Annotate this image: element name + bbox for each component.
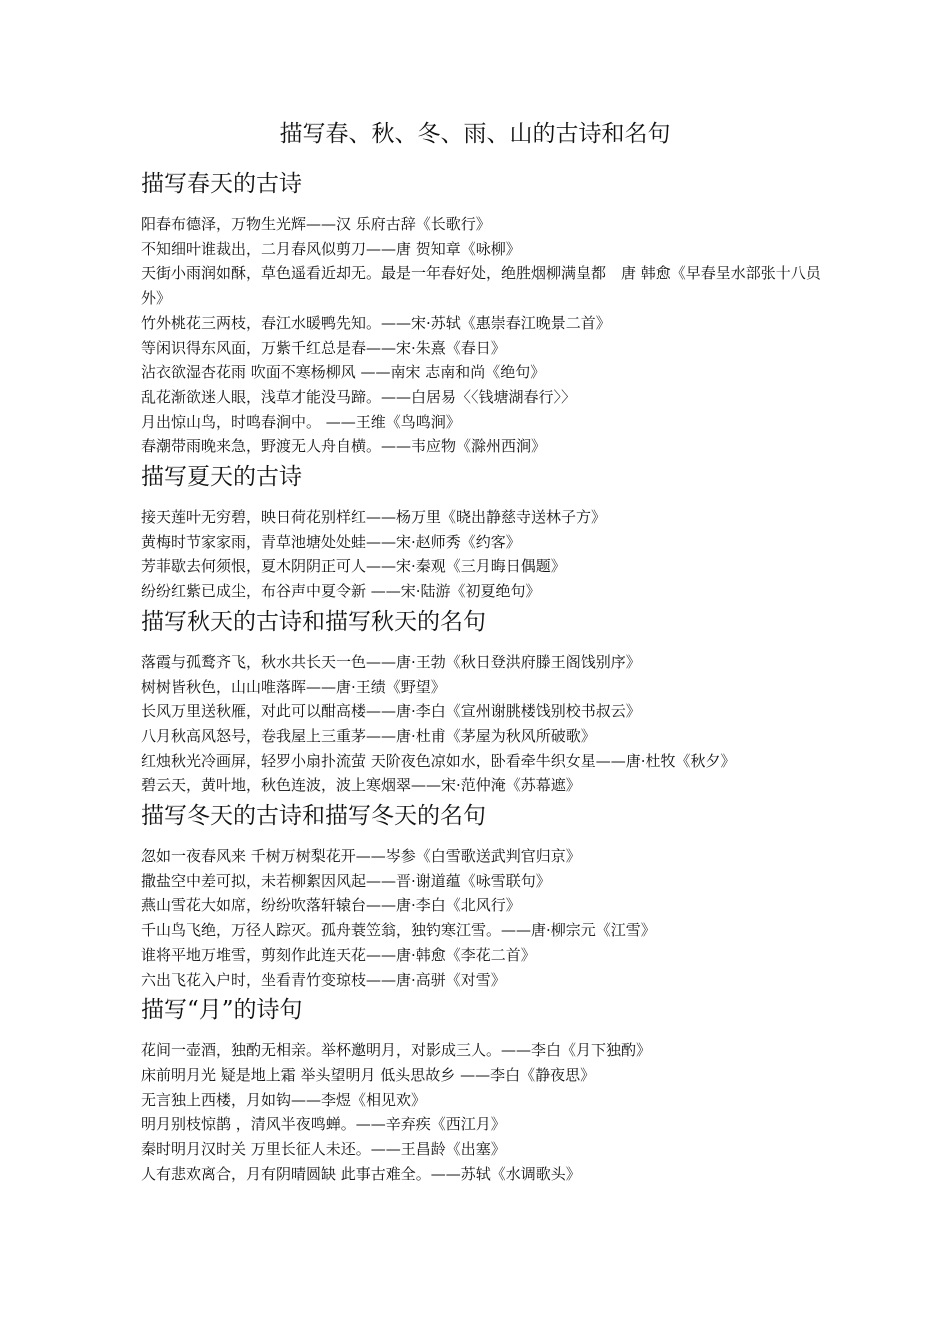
poem-line: 沾衣欲湿杏花雨 吹面不寒杨柳风 ——南宋 志南和尚《绝句》	[141, 363, 546, 382]
poem-line: 六出飞花入户时，坐看青竹变琼枝——唐·高骈《对雪》	[141, 970, 506, 989]
poem-line: 八月秋高风怒号，卷我屋上三重茅——唐·杜甫《茅屋为秋风所破歌》	[141, 726, 596, 745]
poem-list	[141, 212, 831, 459]
poem-line: 人有悲欢离合，月有阴晴圆缺 此事古难全。——苏轼《水调歌头》	[141, 1164, 581, 1183]
poem-line: 谁将平地万堆雪，剪刻作此连天花——唐·韩愈《李花二首》	[141, 945, 536, 964]
poem-line: 天街小雨润如酥，草色遥看近却无。最是一年春好处，绝胜烟柳满皇都 唐 韩愈《早春呈水部张十八员外》	[141, 264, 821, 308]
poem-line: 床前明月光 疑是地上霜 举头望明月 低头思故乡 ——李白《静夜思》	[141, 1065, 596, 1084]
poem-line: 落霞与孤鹜齐飞，秋水共长天一色——唐·王勃《秋日登洪府滕王阁饯别序》	[141, 652, 641, 671]
poem-list	[141, 505, 831, 604]
poem-list	[141, 650, 831, 798]
poem-list	[141, 1038, 831, 1186]
section-spring	[141, 168, 831, 459]
poem-line: 忽如一夜春风来 千树万树梨花开——岑参《白雪歌送武判官归京》	[141, 847, 581, 866]
section-heading: 描写“月”的诗句	[141, 997, 303, 1024]
poem-line: 月出惊山鸟，时鸣春涧中。 ——王维《鸟鸣涧》	[141, 412, 461, 431]
poem-line: 黄梅时节家家雨，青草池塘处处蛙——宋·赵师秀《约客》	[141, 532, 521, 551]
section-heading: 描写冬天的古诗和描写冬天的名句	[141, 803, 486, 830]
poem-line: 红烛秋光冷画屏，轻罗小扇扑流萤 天阶夜色凉如水，卧看牵牛织女星——唐·杜牧《秋夕》	[141, 751, 736, 770]
section-winter	[141, 800, 831, 992]
poem-line: 树树皆秋色，山山唯落晖——唐·王绩《野望》	[141, 677, 446, 696]
poem-line: 长风万里送秋雁，对此可以酣高楼——唐·李白《宣州谢朓楼饯别校书叔云》	[141, 702, 641, 721]
section-heading: 描写秋天的古诗和描写秋天的名句	[141, 608, 486, 635]
document-body	[141, 168, 831, 1189]
section-heading: 描写夏天的古诗	[141, 464, 302, 491]
poem-line: 纷纷红紫已成尘，布谷声中夏令新 ——宋·陆游《初夏绝句》	[141, 582, 541, 601]
section-moon	[141, 994, 831, 1186]
poem-line: 芳菲歇去何须恨，夏木阴阴正可人——宋·秦观《三月晦日偶题》	[141, 557, 566, 576]
section-summer	[141, 461, 831, 604]
document-title: 描写春、秋、冬、雨、山的古诗和名句	[279, 121, 671, 147]
poem-line: 撒盐空中差可拟，未若柳絮因风起——晋·谢道蕴《咏雪联句》	[141, 871, 551, 890]
poem-line: 碧云天，黄叶地，秋色连波，波上寒烟翠——宋·范仲淹《苏幕遮》	[141, 776, 581, 795]
poem-line: 乱花渐欲迷人眼，浅草才能没马蹄。——白居易〈〈钱塘湖春行〉〉	[141, 387, 577, 406]
poem-line: 不知细叶谁裁出，二月春风似剪刀——唐 贺知章《咏柳》	[141, 239, 521, 258]
poem-line: 明月别枝惊鹊 ，清风半夜鸣蝉。——辛弃疾《西江月》	[141, 1115, 506, 1134]
poem-line: 阳春布德泽，万物生光辉——汉 乐府古辞《长歌行》	[141, 215, 491, 233]
poem-list	[141, 844, 831, 992]
poem-line: 燕山雪花大如席，纷纷吹落轩辕台——唐·李白《北风行》	[141, 896, 521, 915]
poem-line: 等闲识得东风面，万紫千红总是春——宋·朱熹《春日》	[141, 338, 506, 357]
poem-line: 秦时明月汉时关 万里长征人未还。——王昌龄《出塞》	[141, 1140, 506, 1159]
poem-line: 接天莲叶无穷碧，映日荷花别样红——杨万里《晓出静慈寺送林子方》	[141, 508, 607, 527]
poem-line: 千山鸟飞绝，万径人踪灭。孤舟蓑笠翁，独钓寒江雪。——唐·柳宗元《江雪》	[141, 921, 656, 940]
section-heading: 描写春天的古诗	[141, 171, 302, 197]
section-autumn	[141, 606, 831, 798]
poem-line: 花间一壶酒，独酌无相亲。举杯邀明月，对影成三人。——李白《月下独酌》	[141, 1041, 652, 1060]
poem-line: 无言独上西楼，月如钩——李煜《相见欢》	[141, 1090, 427, 1109]
poem-line: 竹外桃花三两枝，春江水暖鸭先知。——宋·苏轼《惠崇春江晚景二首》	[141, 313, 611, 332]
poem-line: 春潮带雨晚来急，野渡无人舟自横。——韦应物《滁州西涧》	[141, 437, 547, 456]
